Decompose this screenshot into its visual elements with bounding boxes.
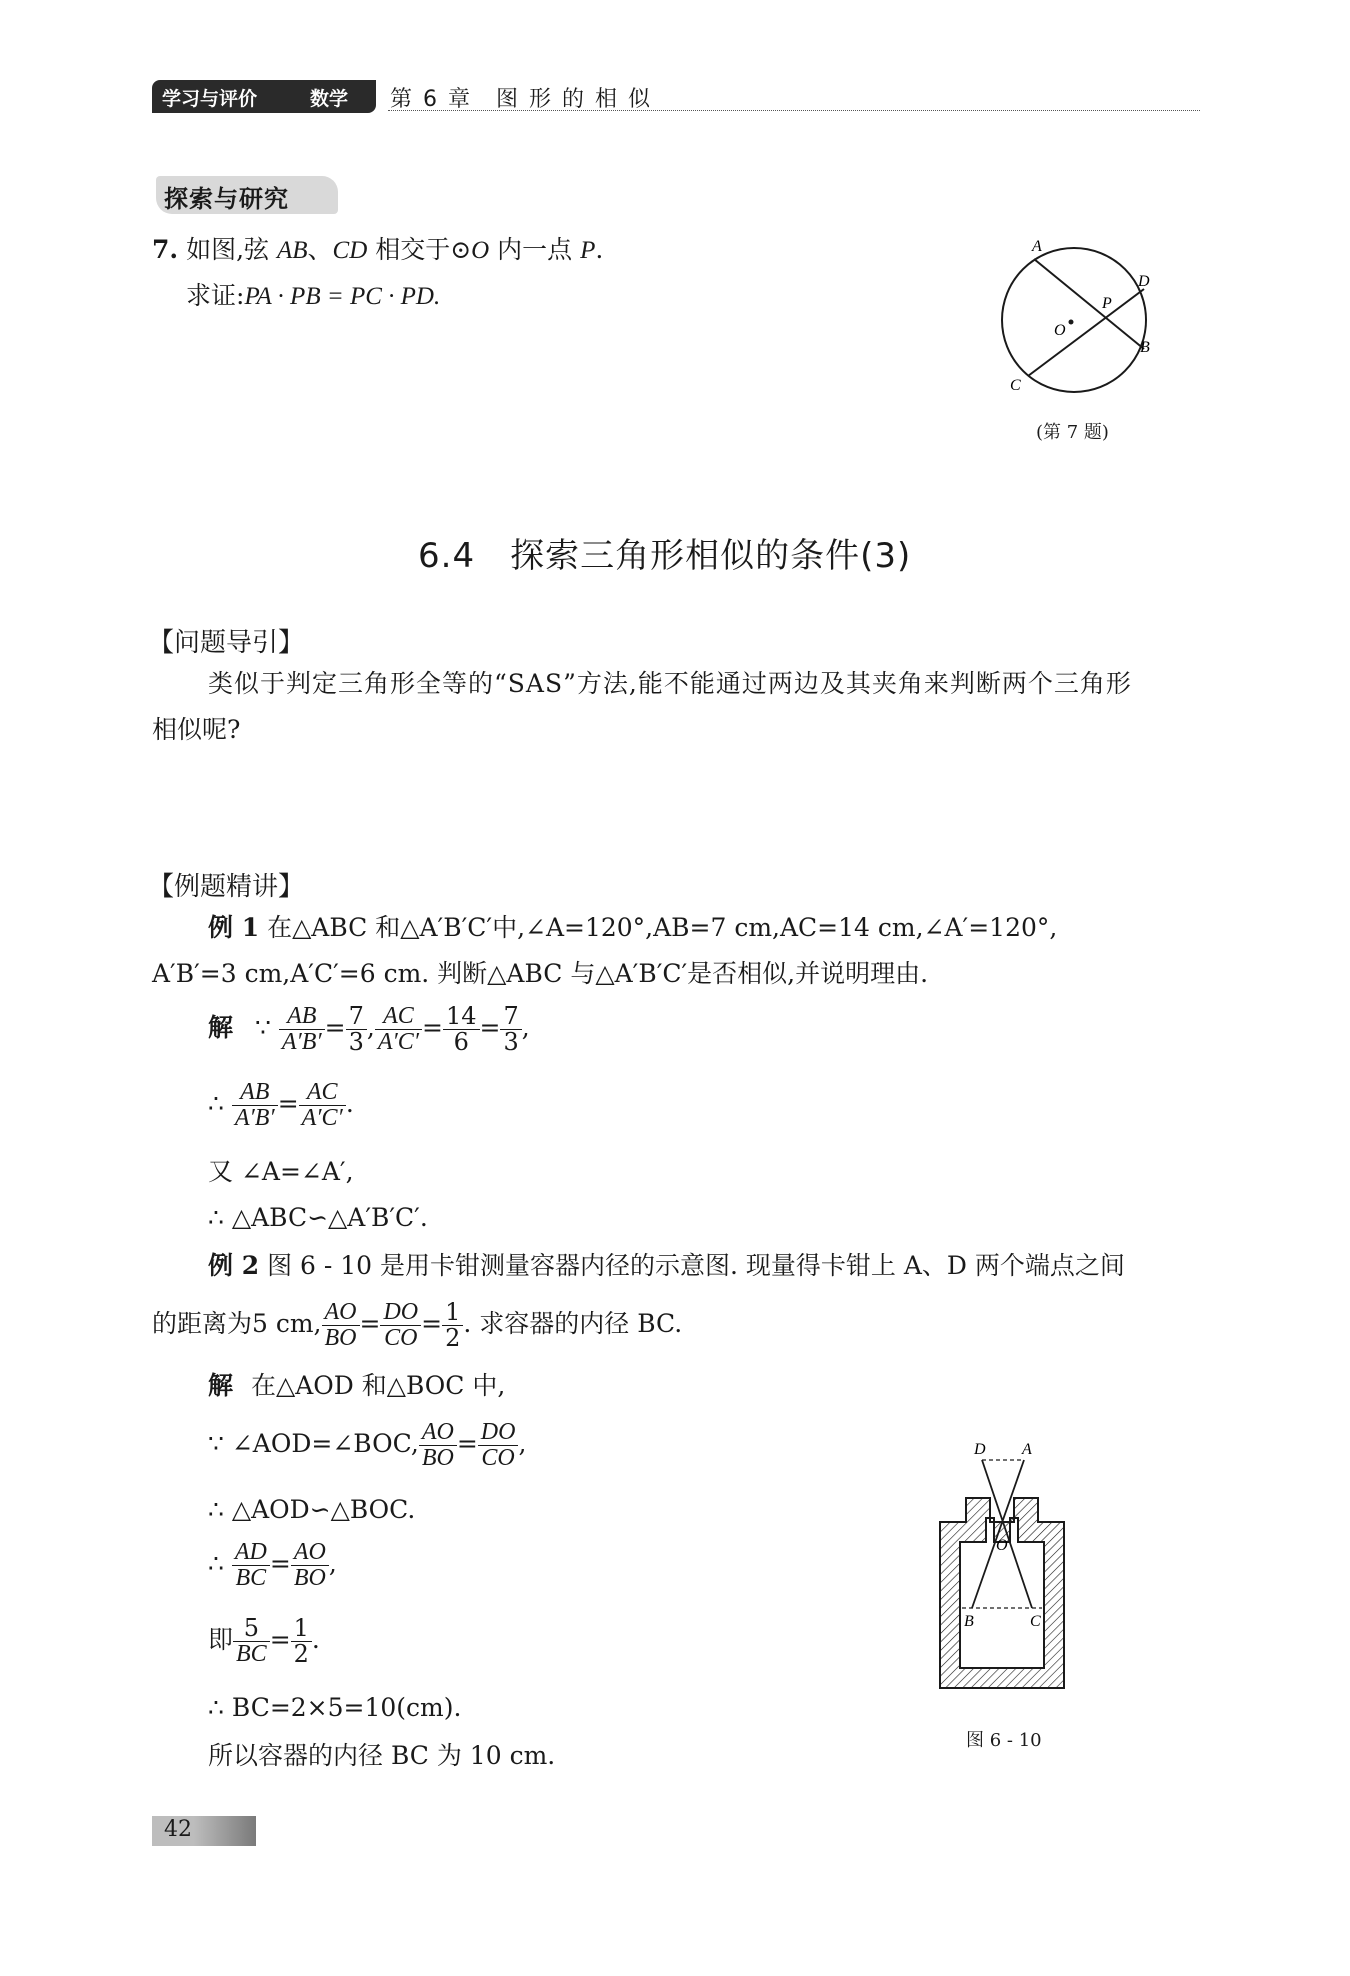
- ex2-sol6: ∴ BC=2×5=10(cm).: [208, 1693, 462, 1722]
- frac-den: A′C′: [301, 1105, 343, 1132]
- frac-num: 7: [346, 1004, 367, 1030]
- fig7-label-b: B: [1140, 339, 1150, 356]
- frac-num: 1: [442, 1300, 463, 1326]
- comma: ,: [328, 1549, 337, 1579]
- ex1-because: ∵: [254, 1013, 271, 1043]
- q7-circle-o: O: [471, 237, 490, 264]
- frac-den: A′C′: [377, 1029, 420, 1056]
- frac-ac-over-apcp-2: [299, 1080, 346, 1131]
- frac-do-over-co-2: [478, 1420, 519, 1471]
- frac-do-over-co: [380, 1300, 421, 1351]
- frac-den: BO: [293, 1565, 326, 1592]
- frac-7-over-3: [346, 1004, 367, 1055]
- frac-num: 5: [233, 1616, 270, 1642]
- guide-line1: 类似于判定三角形全等的“SAS”方法,能不能通过两边及其夹角来判断两个三角形: [208, 669, 1132, 698]
- fig610-label-c: C: [1030, 1613, 1041, 1630]
- frac-den: 2: [445, 1324, 461, 1353]
- explore-badge-label: 探索与研究: [164, 185, 289, 213]
- ex1-step3: 又 ∠A=∠A′,: [208, 1157, 354, 1186]
- eq: =: [269, 1549, 291, 1579]
- frac-num: AO: [419, 1420, 457, 1446]
- q7-text3: 内一点: [489, 235, 581, 264]
- ex2-sol7: 所以容器的内径 BC 为 10 cm.: [208, 1741, 556, 1770]
- frac-den: A′B′: [281, 1029, 322, 1056]
- frac-num: AC: [375, 1004, 422, 1030]
- eq: =: [277, 1089, 299, 1119]
- frac-num: AO: [291, 1540, 329, 1566]
- frac-ac-over-apcp: [375, 1004, 422, 1055]
- frac-num: AB: [232, 1080, 278, 1106]
- eq: =: [324, 1013, 346, 1043]
- frac-num: AO: [322, 1300, 360, 1326]
- frac-num: AB: [279, 1004, 325, 1030]
- ex2-sol1-text: 在△AOD 和△BOC 中,: [250, 1371, 506, 1400]
- ex2-sol1: [208, 1370, 505, 1401]
- ex2-sol3: ∴ △AOD∽△BOC.: [208, 1495, 416, 1524]
- question-7-line1: [152, 234, 603, 266]
- ex1-solution-label: 解: [208, 1013, 234, 1043]
- q7-chord-cd: CD: [332, 237, 368, 264]
- guide-heading: 【问题导引】: [148, 628, 305, 658]
- frac-num: DO: [380, 1300, 421, 1326]
- frac-num: AC: [299, 1080, 346, 1106]
- example-1-line1: [208, 912, 1057, 943]
- ex1-step1: [208, 1004, 530, 1055]
- fig610-label-o: O: [996, 1537, 1008, 1554]
- figure-6-10-caption: 图 6 - 10: [966, 1730, 1042, 1751]
- frac-den: BC: [236, 1641, 267, 1668]
- header-book-badge: [152, 80, 376, 113]
- caliper-container-figure: [930, 1440, 1080, 1700]
- frac-den: BO: [421, 1445, 454, 1472]
- fig610-label-a: A: [1022, 1441, 1032, 1458]
- frac-ab-over-apbp-2: [232, 1080, 278, 1131]
- ex2-namely: 即: [208, 1625, 234, 1655]
- ex1-step2: [208, 1080, 354, 1131]
- q7-sep: 、: [307, 235, 333, 264]
- circle-chords-figure: [990, 236, 1165, 406]
- frac-num: AD: [232, 1540, 270, 1566]
- period: .: [345, 1089, 354, 1119]
- eq: =: [359, 1309, 381, 1339]
- frac-14-over-6: [443, 1004, 480, 1055]
- eq: =: [456, 1429, 478, 1459]
- fig610-label-b: B: [964, 1613, 974, 1630]
- frac-ad-over-bc: [232, 1540, 270, 1591]
- ex2-question-text: . 求容器的内径 BC.: [463, 1309, 683, 1339]
- q7-period: .: [595, 235, 604, 264]
- page-number-badge: [152, 1816, 256, 1846]
- frac-1-over-2: [442, 1300, 463, 1351]
- ex1-step4: ∴ △ABC∽△A′B′C′.: [208, 1203, 428, 1232]
- frac-den: CO: [384, 1325, 418, 1352]
- comma: ,: [518, 1429, 527, 1459]
- ex2-distance-text: 的距离为5 cm,: [152, 1309, 322, 1339]
- example-2-line2: [152, 1300, 682, 1351]
- comma: ,: [366, 1013, 375, 1043]
- frac-ab-over-apbp: [279, 1004, 325, 1055]
- ex1-therefore: ∴: [208, 1089, 224, 1119]
- eq: =: [269, 1625, 291, 1655]
- frac-num: 1: [291, 1616, 312, 1642]
- examples-heading: 【例题精讲】: [148, 872, 305, 902]
- fig7-label-a: A: [1032, 238, 1042, 255]
- frac-5-over-bc: [233, 1616, 270, 1667]
- ex2-angle-equal: ∵ ∠AOD=∠BOC,: [208, 1429, 419, 1459]
- fig7-label-d: D: [1138, 273, 1150, 290]
- comma: ,: [521, 1013, 530, 1043]
- header-chapter: 第 6 章 图 形 的 相 似: [390, 87, 652, 112]
- frac-num: 7: [500, 1004, 521, 1030]
- ex2-solution-label: 解: [208, 1371, 234, 1400]
- eq: =: [479, 1013, 501, 1043]
- q7-prove-label: 求证:: [186, 281, 245, 310]
- example-2-label: 例 2: [208, 1251, 260, 1280]
- frac-den: BC: [235, 1565, 267, 1592]
- lesson-title: 6.4 探索三角形相似的条件(3): [418, 536, 912, 576]
- frac-den: 2: [293, 1640, 309, 1669]
- fig610-label-d: D: [974, 1441, 986, 1458]
- frac-num: DO: [478, 1420, 519, 1446]
- example-2-text1: 图 6 - 10 是用卡钳测量容器内径的示意图. 现量得卡钳上 A、D 两个端点之间: [267, 1251, 1125, 1280]
- period: .: [311, 1625, 320, 1655]
- header-subject: 数学: [310, 88, 349, 110]
- question-number: 7.: [152, 235, 179, 264]
- example-1-line2: A′B′=3 cm,A′C′=6 cm. 判断△ABC 与△A′B′C′是否相似,并说明理由.: [152, 959, 929, 988]
- frac-ao-over-bo-3: [291, 1540, 329, 1591]
- frac-den: A′B′: [234, 1105, 275, 1132]
- figure-7-caption: (第 7 题): [1036, 422, 1109, 443]
- eq: =: [422, 1013, 443, 1043]
- q7-text2: 相交于⊙: [367, 235, 472, 264]
- frac-7-over-3b: [500, 1004, 521, 1055]
- frac-num: 14: [443, 1004, 480, 1030]
- frac-1-over-2-b: [291, 1616, 312, 1667]
- example-2-line1: [208, 1250, 1125, 1281]
- fig7-label-o: O: [1054, 322, 1066, 339]
- header-book-title: 学习与评价: [162, 88, 258, 110]
- page-number: 42: [164, 1817, 192, 1842]
- q7-text: 如图,弦: [186, 235, 277, 264]
- frac-den: BO: [324, 1325, 357, 1352]
- ex2-sol2: [208, 1420, 526, 1471]
- ex2-sol4: [208, 1540, 337, 1591]
- frac-den: CO: [481, 1445, 515, 1472]
- guide-line2: 相似呢?: [152, 715, 241, 744]
- ex2-therefore: ∴: [208, 1549, 224, 1579]
- frac-ao-over-bo-2: [419, 1420, 457, 1471]
- q7-point-p: P: [580, 237, 596, 264]
- frac-ao-over-bo: [322, 1300, 360, 1351]
- eq: =: [421, 1309, 443, 1339]
- frac-den: 6: [453, 1028, 469, 1057]
- frac-den: 3: [348, 1028, 364, 1057]
- frac-den: 3: [503, 1028, 519, 1057]
- fig7-label-p: P: [1102, 295, 1112, 312]
- q7-chord-ab: AB: [276, 237, 308, 264]
- explore-section-badge: [156, 176, 338, 214]
- header-divider: [388, 110, 1200, 111]
- ex2-sol5: [208, 1616, 320, 1667]
- fig7-label-c: C: [1010, 377, 1021, 394]
- example-1-label: 例 1: [208, 913, 260, 942]
- q7-prove-statement: PA · PB = PC · PD.: [244, 283, 441, 310]
- question-7-line2: [186, 280, 440, 312]
- example-1-text1: 在△ABC 和△A′B′C′中,∠A=120°,AB=7 cm,AC=14 cm,∠A′=120°,: [267, 913, 1058, 942]
